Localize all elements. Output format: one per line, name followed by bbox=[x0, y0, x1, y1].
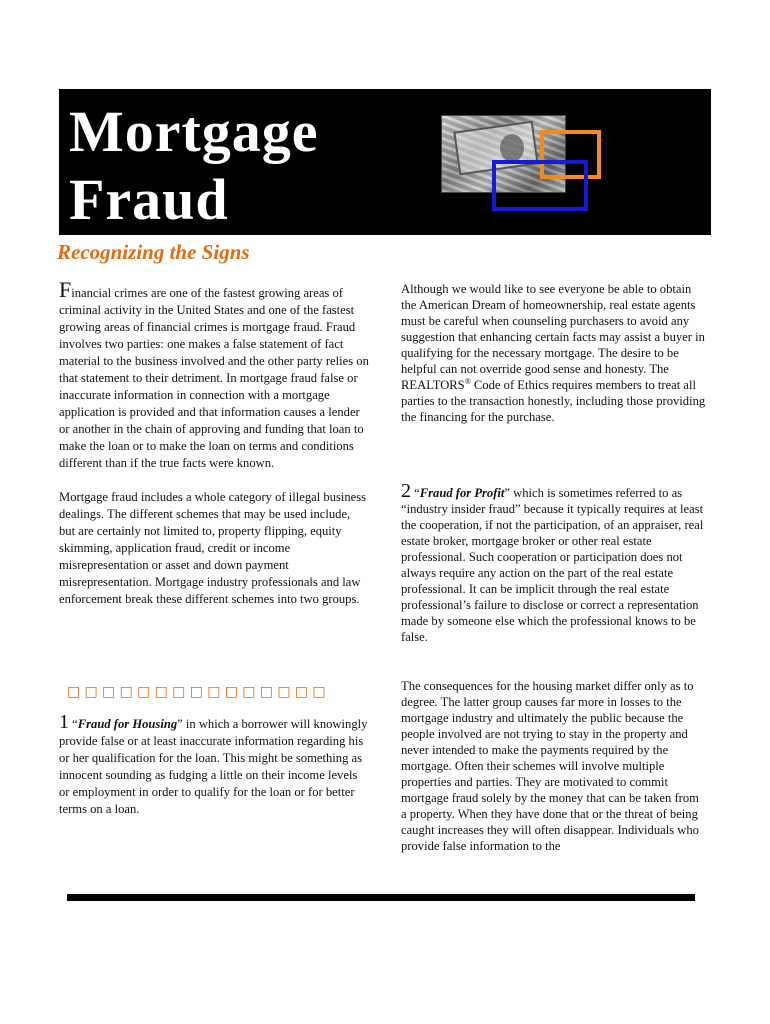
fraud-for-profit-item: 2 “Fraud for Profit” which is sometimes referred to as “industry insider fraud” because it typically requires at least the cooperation, if not the participation, of an appraiser, real estate broker, mortgage broker or other real estate professional. Such cooperation or participation does not always require any action on the part of the real estate professional. It can be implicit through the real estate professional’s failure to disclose or correct a representation made by someone else which the professional knows to be false. bbox=[401, 480, 704, 644]
registered-mark: ® bbox=[464, 376, 471, 386]
left-column bbox=[59, 277, 369, 608]
intro-text: inancial crimes are one of the fastest growing areas of criminal activity in the United States and one of the fastest growing areas of financial crimes is mortgage fraud. Fraud involves two parties: one makes a false statement of fact material to the business involved and the other party relies on that statement to their detriment. In mortgage fraud false or inaccurate information in connection with a mortgage application is provided and that information causes a lender or another in the chain of approving and funding that loan to make the loan or to make the loan on terms and conditions different than if the true facts were known. bbox=[59, 286, 369, 470]
subtitle: Recognizing the Signs bbox=[57, 240, 250, 264]
missing-glyph-row: □□□□□□□□□□□□□□□ bbox=[67, 684, 330, 700]
fraud-for-housing-item: 1 “Fraud for Housing” in which a borrower will knowingly provide false or at least inaccurate information regarding his or her qualification for the loan. This might be something as innocent sounding as fudging a little on their income levels or employment in order to qualify for the loan or for better terms on a loan. bbox=[59, 711, 368, 816]
title-line-1: Mortgage bbox=[69, 99, 319, 164]
item-text-housing: ” in which a borrower will knowingly provide false or at least inaccurate information regarding his or her qualification for the loan. This might be something as innocent sounding as fudging a little on their income levels or employment in order to qualify for the loan or for better terms on a loan. bbox=[59, 717, 368, 816]
item-term-housing: Fraud for Housing bbox=[77, 717, 178, 731]
title-line-2: Fraud bbox=[69, 167, 229, 232]
item-number-1: 1 bbox=[59, 711, 69, 733]
intro-paragraph bbox=[59, 277, 369, 472]
portrait-shape bbox=[500, 134, 524, 162]
bottom-rule bbox=[67, 894, 695, 901]
blue-square-outline bbox=[492, 160, 588, 211]
page-title bbox=[69, 98, 319, 234]
right-column bbox=[401, 281, 706, 425]
consequences-paragraph: The consequences for the housing market differ only as to degree. The latter group causes far more in losses to the mortgage industry and ultimately the public because the people involved are not trying to stay in the property and never intended to make the payments required by the mortgage. Often their schemes will involve multiple properties and parties. They are motivated to commit mortgage fraud solely by the money that can be taken from a property. When they have done that or the threat of being caught increases they will often disappear. Individuals who provide false information to the bbox=[401, 679, 699, 853]
realtor-paragraph: Although we would like to see everyone be able to obtain the American Dream of homeownership, real estate agents must be careful when counseling purchasers to avoid any suggestion that enhancing certain facts may assist a buyer in qualifying for the necessary mortgage. The desire to be helpful can not override good sense and honesty. The REALTORS® Code of Ethics requires members to treat all parties to the transaction honestly, including those providing the financing for the purchase. bbox=[401, 282, 706, 424]
item-term-profit: Fraud for Profit bbox=[419, 486, 505, 500]
item-text-profit: ” which is sometimes referred to as “industry insider fraud” because it typically requires at least the cooperation, if not the participation, of an appraiser, real estate broker, mortgage broker or other real estate professional. Such cooperation or participation does not always require any action on the part of the real estate professional. It can be implicit through the real estate professional’s failure to disclose or correct a representation made by someone else which the professional knows to be false. bbox=[401, 486, 704, 644]
item-number-2: 2 bbox=[401, 480, 411, 502]
drop-cap: F bbox=[59, 277, 72, 302]
schemes-paragraph: Mortgage fraud includes a whole category of illegal business dealings. The different schemes that may be used include, but are certainly not limited to, property flipping, equity skimming, application fraud, credit or income misrepresentation or asset and down payment misrepresentation. Mortgage industry professionals and law enforcement break these different schemes into two groups. bbox=[59, 490, 367, 606]
